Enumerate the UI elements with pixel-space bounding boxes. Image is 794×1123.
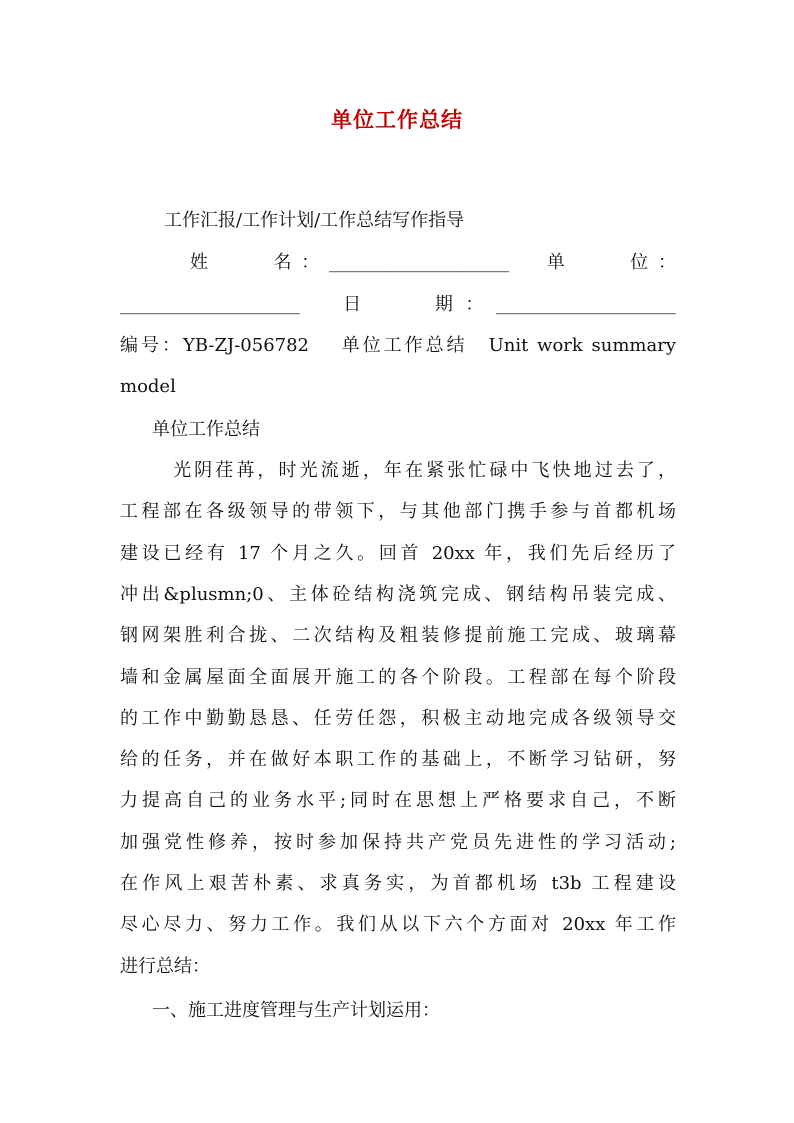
body-line: 工程部在各级领导的带领下，与其他部门携手参与首都机场 [120, 501, 676, 522]
body-line: 力提高自己的业务水平;同时在思想上严格要求自己，不断 [120, 790, 676, 811]
body-line: 加强党性修养，按时参加保持共产党员先进性的学习活动; [120, 832, 676, 853]
body-line: 墙和金属屋面全面展开施工的各个阶段。工程部在每个阶段 [120, 667, 676, 688]
section-title: 单位工作总结 [152, 419, 260, 440]
body-line: 建设已经有 17 个月之久。回首 20xx 年，我们先后经历了 [120, 543, 676, 564]
document-code-line-continued: model [120, 376, 176, 397]
body-line: 光阴荏苒，时光流逝，年在紧张忙碌中飞快地过去了， [152, 460, 676, 481]
section-heading-1: 一、施工进度管理与生产计划运用： [152, 1000, 440, 1021]
document-code-line: 编号：YB-ZJ-056782 单位工作总结 Unit work summary [120, 335, 676, 356]
document-title: 单位工作总结 [331, 107, 463, 132]
body-line: 的工作中勤勤恳恳、任劳任怨，积极主动地完成各级领导交 [120, 708, 676, 729]
body-line: 尽心尽力、努力工作。我们从以下六个方面对 20xx 年工作 [120, 914, 676, 935]
body-line: 钢网架胜利合拢、二次结构及粗装修提前施工完成、玻璃幕 [120, 625, 676, 646]
body-line: 在作风上艰苦朴素、求真务实，为首都机场 t3b 工程建设 [120, 873, 676, 894]
body-line: 进行总结： [120, 956, 210, 977]
name-unit-line: 姓 名：____________________ 单 位： [190, 252, 676, 273]
body-line: 冲出&plusmn;0、主体砼结构浇筑完成、钢结构吊装完成、 [120, 584, 676, 605]
body-line: 给的任务，并在做好本职工作的基础上，不断学习钻研，努 [120, 749, 676, 770]
subtitle: 工作汇报/工作计划/工作总结写作指导 [164, 210, 465, 231]
unit-date-line: ____________________ 日 期：____________________ [120, 294, 676, 315]
